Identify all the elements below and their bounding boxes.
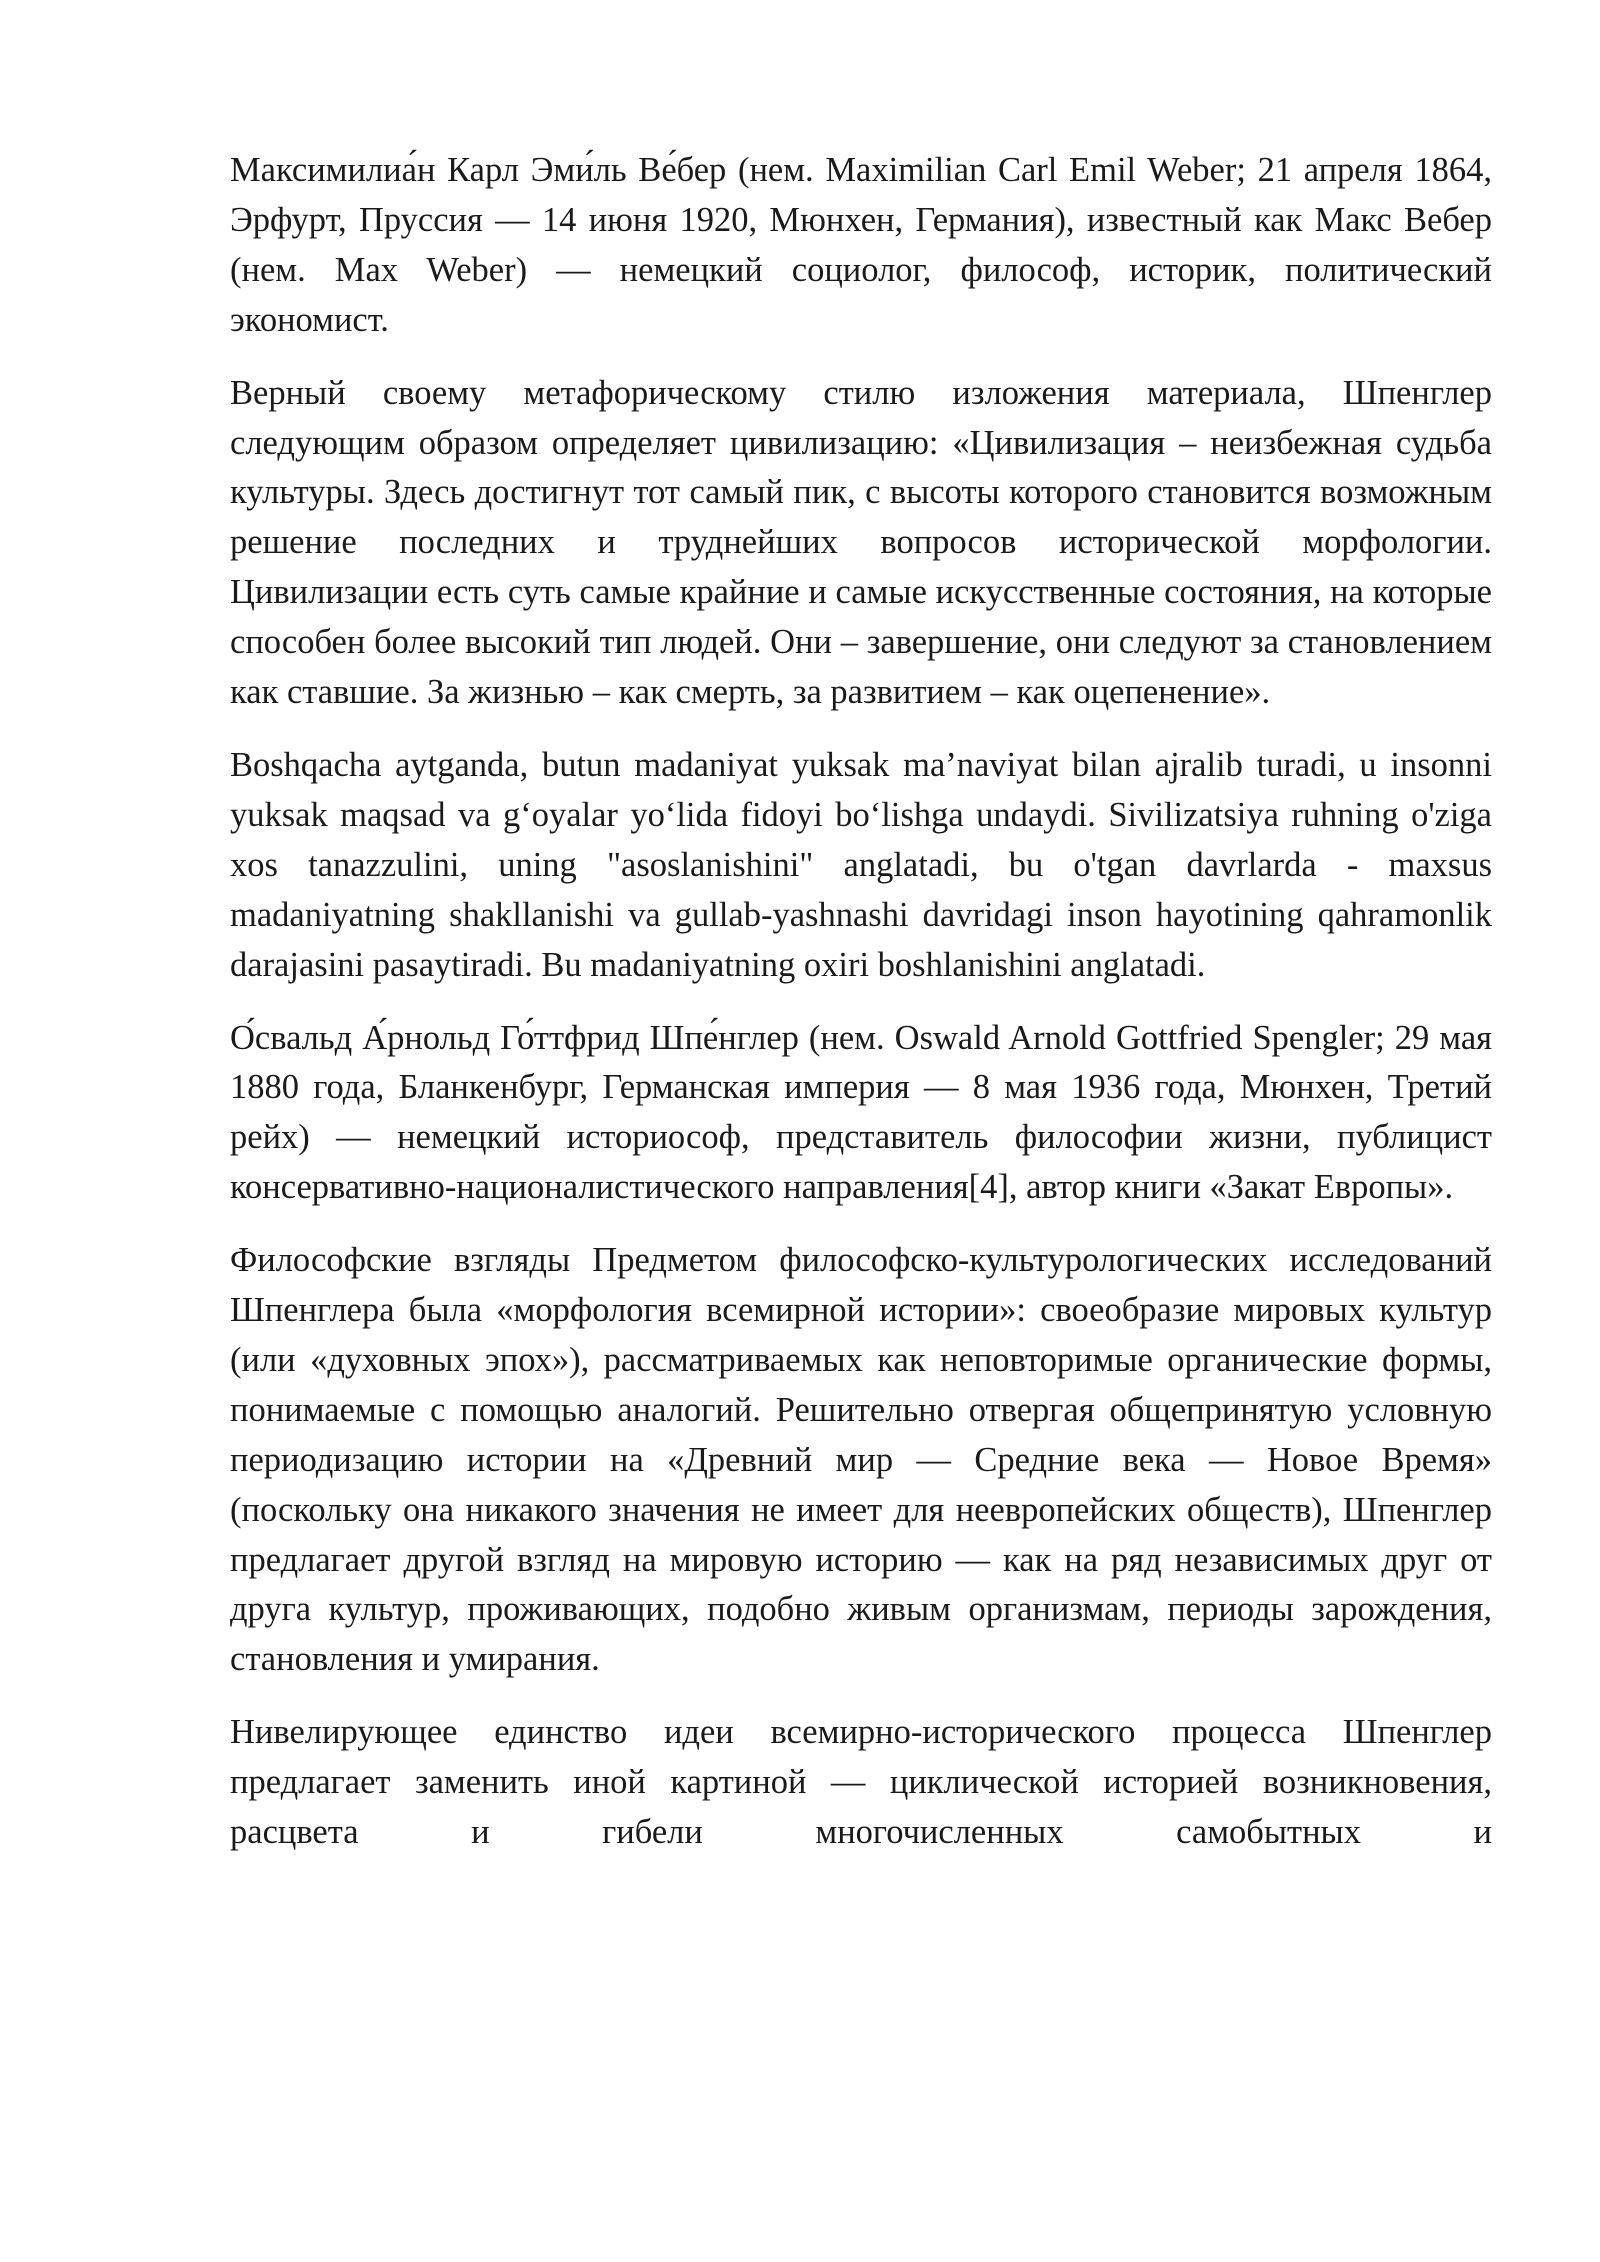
paragraph-philosophical-views: Философские взгляды Предметом философско-культурологических исследований Шпенглера была «морфология всемирной истории»: своеобразие мировых культур (или «духовных эпох»), рассматриваемых как неповторимые органические формы, понимаемые с помощью аналогий. Решительно отвергая общепринятую условную периодизацию истории на «Древний мир — Средние века — Новое Время» (поскольку она никакого значения не имеет для неевропейских обществ), Шпенглер предлагает другой взгляд на мировую историю — как на ряд независимых друг от друга культур, проживающих, подобно живым организмам, периоды зарождения, становления и умирания. bbox=[230, 1241, 1492, 1679]
paragraph-cyclical-history: Нивелирующее единство идеи всемирно-исторического процесса Шпенглер предлагает заменить иной картиной — циклической историей возникновения, расцвета и гибели многочисленных самобытных и bbox=[230, 1713, 1492, 1852]
paragraph-uzbek-text: Boshqacha aytganda, butun madaniyat yuksak ma’naviyat bilan ajralib turadi, u insonni yuksak maqsad va gʻoyalar yoʻlida fidoyi boʻlishga undaydi. Sivilizatsiya ruhning o'ziga xos tanazzulini, uning "asoslanishini" anglatadi, bu o'tgan davrlarda - maxsus madaniyatning shakllanishi va gullab-yashnashi davridagi inson hayotining qahramonlik darajasini pasaytiradi. Bu madaniyatning oxiri boshlanishini anglatadi. bbox=[230, 745, 1492, 984]
document-body bbox=[230, 146, 1492, 1858]
paragraph-spengler-bio: О́свальд А́рнольд Го́ттфрид Шпе́нглер (нем. Oswald Arnold Gottfried Spengler; 29 мая 1880 года, Бланкенбург, Германская империя — 8 мая 1936 года, Мюнхен, Третий рейх) — немецкий историософ, представитель философии жизни, публицист консервативно-националистического направления[4], автор книги «Закат Европы». bbox=[230, 1018, 1492, 1207]
paragraph-weber-bio: Максимилиа́н Карл Эми́ль Ве́бер (нем. Maximilian Carl Emil Weber; 21 апреля 1864, Эрфурт, Пруссия — 14 июня 1920, Мюнхен, Германия), известный как Макс Вебер (нем. Max Weber) — немецкий социолог, философ, историк, политический экономист. bbox=[230, 151, 1492, 339]
paragraph-civilization-definition: Верный своему метафорическому стилю изложения материала, Шпенглер следующим образом определяет цивилизацию: «Цивилизация – неизбежная судьба культуры. Здесь достигнут тот самый пик, с высоты которого становится возможным решение последних и труднейших вопросов исторической морфологии. Цивилизации есть суть самые крайние и самые искусственные состояния, на которые способен более высокий тип людей. Они – завершение, они следуют за становлением как ставшие. За жизнью – как смерть, за развитием – как оцепенение». bbox=[230, 373, 1492, 712]
